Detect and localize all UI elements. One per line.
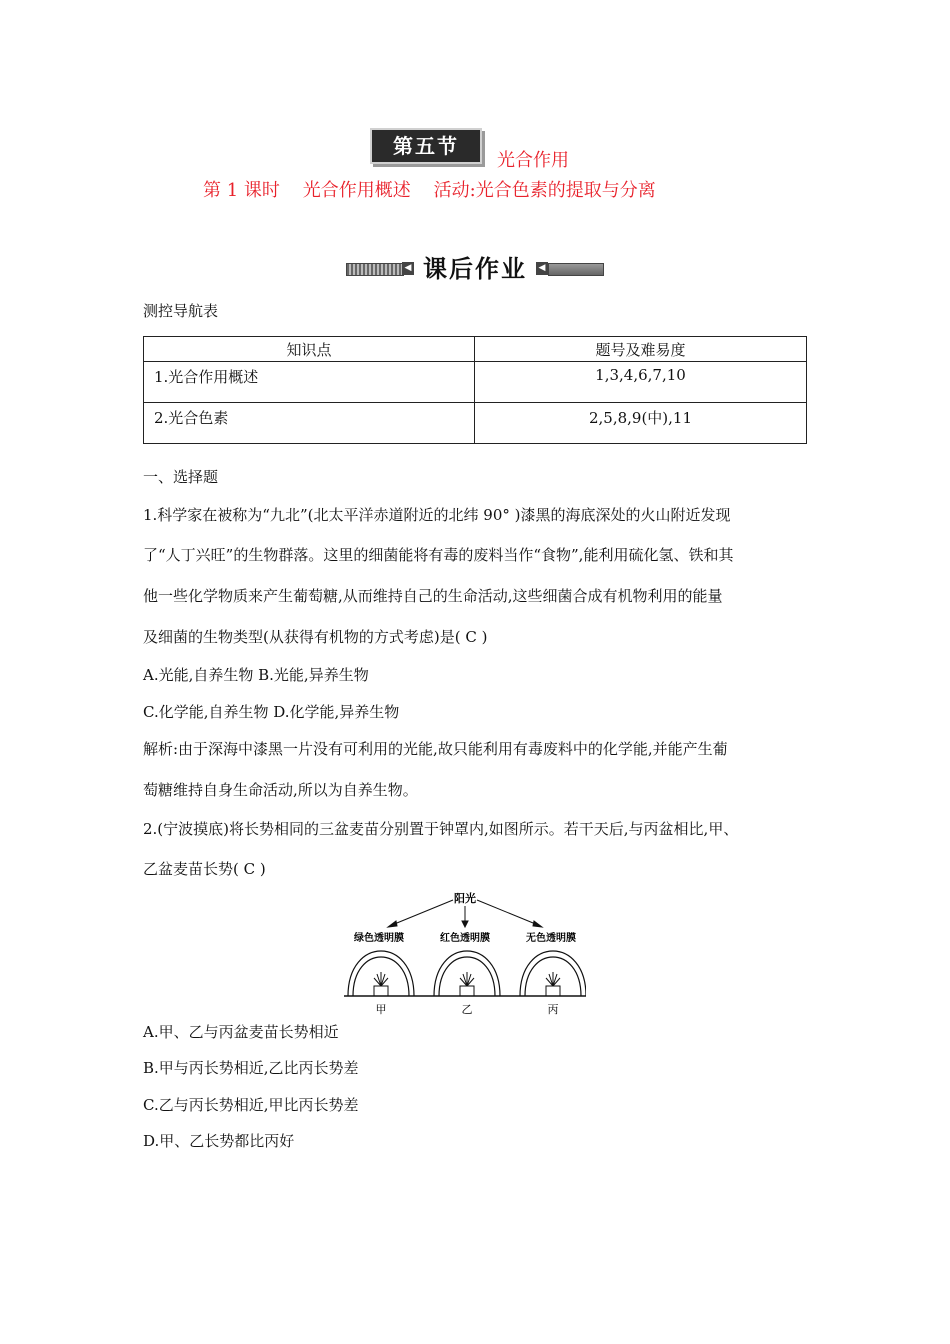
pot-label: 丙 (547, 1003, 559, 1016)
wheat-seedling-pot-icon (546, 972, 560, 996)
homework-title: 课后作业 (423, 255, 527, 283)
pot-label: 乙 (461, 1003, 473, 1016)
film-label-green: 绿色透明膜 (354, 933, 404, 944)
q2-line: 2.(宁波摸底)将长势相同的三盆麦苗分别置于钟罩内,如图所示。若干天后,与丙盆相比,甲、 (143, 820, 739, 838)
q2-option: B.甲与丙长势相近,乙比丙长势差 (143, 1059, 359, 1077)
pot-label: 甲 (375, 1003, 387, 1016)
banner-right-arrow-icon: ◀ (536, 262, 548, 275)
q2-option: C.乙与丙长势相近,甲比丙长势差 (143, 1096, 359, 1114)
q2-line: 乙盆麦苗长势( C ) (143, 860, 266, 878)
q1-line: 他一些化学物质来产生葡萄糖,从而维持自己的生命活动,这些细菌合成有机物利用的能量 (143, 587, 723, 605)
wheat-seedling-pot-icon (374, 972, 388, 996)
table-header-cell: 知识点 (144, 337, 475, 362)
q1-analysis-line: 解析:由于深海中漆黑一片没有可利用的光能,故只能利用有毒废料中的化学能,并能产生葡 (143, 740, 728, 758)
nav-table (143, 336, 807, 444)
table-cell: 1.光合作用概述 (144, 362, 475, 403)
banner-left-arrow-icon: ◀ (402, 262, 414, 275)
q2-option: D.甲、乙长势都比丙好 (143, 1132, 295, 1150)
table-cell: 2.光合色素 (144, 403, 475, 444)
q1-line: 1.科学家在被称为“九北”(北太平洋赤道附近的北纬 90° )漆黑的海底深处的火山附近发现 (143, 506, 731, 524)
light-arrow-head (462, 921, 468, 927)
q1-analysis-line: 萄糖维持自身生命活动,所以为自养生物。 (143, 781, 418, 799)
q1-line: 及细菌的生物类型(从获得有机物的方式考虑)是( C ) (143, 628, 488, 646)
table-header-row (144, 337, 807, 362)
table-cell: 2,5,8,9(中),11 (475, 403, 807, 444)
section-badge: 第五节 (370, 128, 482, 164)
light-arrow-head (388, 921, 397, 927)
homework-banner (346, 254, 604, 284)
q1-line: 了“人丁兴旺”的生物群落。这里的细菌能将有毒的废料当作“食物”,能利用硫化氢、铁和其 (143, 546, 734, 564)
table-row (144, 403, 807, 444)
lesson-subtitle: 第 1 课时 光合作用概述 活动:光合色素的提取与分离 (203, 180, 656, 201)
table-row (144, 362, 807, 403)
nav-table-caption: 测控导航表 (143, 302, 219, 320)
light-arrow-head (533, 921, 542, 927)
q2-option: A.甲、乙与丙盆麦苗长势相近 (143, 1023, 339, 1041)
chapter-title: 光合作用 (497, 150, 569, 171)
film-label-clear: 无色透明膜 (526, 933, 576, 944)
bell-jar-figure (344, 888, 586, 1020)
table-cell: 1,3,4,6,7,10 (475, 362, 807, 403)
q1-options-ab: A.光能,自养生物 B.光能,异养生物 (143, 666, 369, 684)
light-arrow (392, 900, 453, 925)
wheat-seedling-pot-icon (460, 972, 474, 996)
section-heading: 一、选择题 (143, 468, 219, 486)
q1-options-cd: C.化学能,自养生物 D.化学能,异养生物 (143, 703, 400, 721)
banner-right-bar (548, 263, 604, 276)
sun-label: 阳光 (454, 892, 476, 905)
table-header-cell: 题号及难易度 (475, 337, 807, 362)
film-label-red: 红色透明膜 (440, 933, 490, 944)
banner-left-bar (346, 263, 404, 276)
light-arrow (477, 900, 538, 925)
